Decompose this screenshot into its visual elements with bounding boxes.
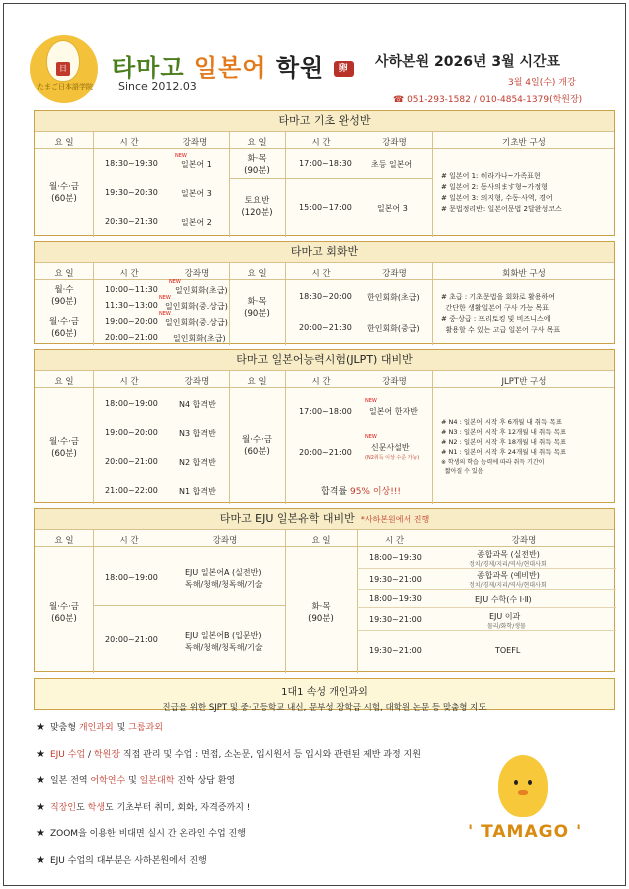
logo-badge: 日	[56, 62, 70, 76]
course-cell: 일인회화(초급)	[175, 286, 228, 295]
star-icon: ★	[36, 828, 45, 839]
col-header: 강좌명	[382, 377, 407, 387]
feature-text: 맞춤형	[49, 723, 79, 733]
course-cell: N4 합격반	[179, 400, 216, 409]
course-cell: N1 합격반	[179, 487, 216, 496]
course-cell: 한인회화(초급)	[367, 293, 420, 302]
time-cell: 10:00~11:30	[105, 285, 158, 294]
day-label: 월·수·금 (60분)	[48, 602, 80, 624]
course-sub: 독해/청해/청독해/기술	[185, 580, 263, 589]
col-header: 기초반 구성	[502, 138, 546, 148]
feature-item	[36, 853, 506, 880]
course-cell: 일본어 3	[377, 204, 408, 213]
col-header: 요 일	[247, 269, 267, 279]
course-cell: N2 합격반	[179, 458, 216, 467]
composition-line: # N4 : 일본어 시작 후 6개월 내 취득 목표	[441, 418, 562, 426]
page-title: 사하본원 2026년 3월 시간표	[375, 54, 561, 70]
time-cell: 19:00~20:00	[105, 317, 158, 326]
time-cell: 15:00~17:00	[299, 203, 352, 212]
col-header: 강좌명	[184, 377, 210, 387]
course-cell: EJU 수학(수 Ⅰ·Ⅱ)	[475, 595, 532, 604]
time-cell: 21:00~22:00	[105, 486, 158, 495]
logo-ring-text: たまご日本語学院	[37, 83, 93, 91]
day-label: 토요반 (120분)	[241, 196, 273, 218]
feature-item	[36, 747, 506, 774]
brand-name	[112, 48, 354, 83]
feature-text: 직장인	[49, 802, 77, 813]
time-cell: 18:00~19:00	[105, 399, 158, 408]
time-cell: 18:30~19:30	[105, 159, 158, 168]
col-header: 시 간	[119, 269, 139, 279]
mascot-beak-icon	[518, 790, 528, 795]
private-title: 1대1 속성 개인과외	[281, 687, 368, 698]
since-text: Since 2012.03	[118, 80, 197, 93]
course-cell: EJU 일본어A (실전반)	[185, 568, 262, 577]
col-header: 요 일	[54, 377, 74, 387]
conversation-section	[34, 241, 615, 344]
course-cell: TOEFL	[495, 646, 521, 655]
private-desc: 진급을 위한 SJPT 및 중·고등학교 내신, 문부성 장학금 시험, 대학원 논문 등 맞춤형 지도	[162, 703, 487, 713]
col-header: 요 일	[54, 138, 74, 148]
day-label: 월·수·금 (60분)	[241, 435, 273, 457]
time-cell: 20:00~21:30	[299, 323, 352, 332]
col-header: 시 간	[119, 536, 139, 546]
col-header: 요 일	[54, 269, 74, 279]
course-cell: 일인회화(초급)	[173, 334, 226, 343]
star-icon: ★	[36, 775, 45, 786]
course-cell: N3 합격반	[179, 429, 216, 438]
feature-text: 학원장	[93, 749, 121, 760]
tamago-logo-text: ' TAMAGO '	[468, 822, 583, 842]
composition-line: # N1 : 일본어 시작 후 24개월 내 취득 목표	[441, 448, 567, 456]
course-cell: EJU 일본어B (입문반)	[185, 631, 262, 640]
course-cell: 일본어 2	[181, 218, 212, 227]
day-label: 월·수·금 (60분)	[48, 182, 80, 204]
day-label: 화·목 (90분)	[244, 297, 270, 319]
course-cell: 한인회화(중급)	[367, 324, 420, 333]
col-header: 시 간	[311, 138, 331, 148]
new-badge: NEW	[169, 279, 181, 285]
course-cell: 초등 일본어	[371, 160, 413, 169]
col-header: 시 간	[311, 377, 331, 387]
col-header: 강좌명	[182, 138, 208, 148]
composition-line: ※ 학생의 학습 능력에 따라 취득 기간이	[441, 459, 545, 466]
col-header: 요 일	[311, 536, 331, 546]
basic-section	[34, 110, 615, 236]
feature-text: 도 기초부터 취미, 회화, 자격증까지 !	[105, 802, 251, 813]
mascot-eye-icon	[528, 780, 532, 785]
col-header: 요 일	[54, 536, 74, 546]
feature-text: 및	[113, 723, 129, 733]
feature-text: 직접 관리 및 수업 : 면접, 소논문, 입시원서 등 입시와 관련된 제반 과정 지원	[120, 749, 421, 760]
time-cell: 18:00~19:30	[369, 553, 422, 562]
col-header: 시 간	[119, 138, 139, 148]
course-cell: 종합과목 (예비반)	[477, 571, 540, 580]
course-cell: 종합과목 (실전반)	[477, 550, 540, 559]
col-header: 시 간	[384, 536, 405, 546]
mascot-eye-icon	[514, 780, 518, 785]
feature-text: 일본 전역	[49, 776, 91, 786]
brand-part2: 일본어	[193, 54, 267, 82]
brand-seal: 卵	[334, 61, 354, 77]
feature-text: 진학 상담 환영	[174, 776, 236, 786]
time-cell: 18:00~19:30	[369, 594, 422, 603]
brand-part1: 타마고	[112, 54, 185, 82]
feature-text: 일본대학	[139, 776, 175, 786]
basic-title: 타마고 기초 완성반	[35, 111, 614, 131]
feature-text: EJU 수업	[49, 749, 86, 760]
time-cell: 11:30~13:00	[105, 301, 158, 310]
time-cell: 18:00~19:00	[105, 573, 158, 582]
feature-text: 및	[125, 776, 140, 786]
time-cell: 19:30~21:00	[369, 646, 422, 655]
course-cell: 일본어 3	[181, 189, 212, 198]
private-lesson-box	[34, 678, 615, 713]
day-label: 월·수 (90분)	[51, 285, 77, 307]
composition-line: # 일본어 2: 동사의ます형~가정형	[441, 183, 548, 191]
feature-text: 개인과외	[78, 723, 114, 733]
feature-item	[36, 800, 506, 827]
time-cell: 20:00~21:00	[299, 448, 352, 457]
time-cell: 20:00~21:00	[105, 457, 158, 466]
time-cell: 17:00~18:00	[299, 407, 352, 416]
course-cell: 신문사설반	[371, 443, 410, 452]
course-sub: 정치/경제/지리/역사/현대사회	[469, 561, 547, 568]
composition-line: # 초급 : 기초문법을 회화로 활용하여	[441, 293, 556, 301]
col-header: 강좌명	[382, 269, 407, 279]
col-header: 강좌명	[511, 536, 537, 546]
time-cell: 19:00~20:00	[105, 428, 158, 437]
new-badge: NEW	[365, 398, 377, 404]
course-cell: 일본어 1	[181, 160, 212, 169]
feature-item	[36, 720, 506, 747]
course-cell: 일본어 한자반	[369, 407, 418, 416]
course-cell: 일인회화(중.상급)	[165, 302, 228, 311]
time-cell: 19:30~21:00	[369, 615, 422, 624]
open-date: 3월 4일(수) 개강	[508, 78, 576, 88]
feature-item	[36, 826, 506, 853]
course-cell: 일인회화(중.상급)	[165, 318, 228, 327]
composition-line: # 일본어 1: 히라가나~가족표현	[441, 172, 541, 180]
feature-text: /	[85, 749, 94, 760]
conversation-title: 타마고 회화반	[35, 242, 614, 262]
day-label: 월·수·금 (60분)	[48, 317, 80, 339]
time-cell: 20:00~21:00	[105, 635, 158, 644]
time-cell: 18:30~20:00	[299, 292, 352, 301]
eju-note: *사하본원에서 진행	[360, 515, 430, 524]
col-header: 시 간	[311, 269, 331, 279]
jlpt-title: 타마고 일본어능력시험(JLPT) 대비반	[35, 350, 614, 370]
course-cell: EJU 이과	[489, 612, 521, 621]
col-header: 강좌명	[184, 269, 210, 279]
col-header: 강좌명	[212, 536, 238, 546]
composition-line: # N2 : 일본어 시작 후 18개월 내 취득 목표	[441, 438, 567, 446]
course-sub: 정치/경제/지리/역사/현대사회	[469, 582, 547, 589]
star-icon: ★	[36, 854, 45, 866]
feature-text: 도	[76, 802, 88, 813]
composition-line: 활용할 수 있는 고급 일본어 구사 목표	[441, 326, 561, 334]
day-label: 화·목 (90분)	[308, 602, 334, 624]
col-header: 요 일	[247, 138, 267, 148]
feature-item	[36, 773, 506, 800]
col-header: 요 일	[247, 377, 267, 387]
col-header: 회화반 구성	[502, 269, 546, 279]
star-icon: ★	[36, 722, 45, 733]
col-header: 강좌명	[382, 138, 407, 148]
new-badge: NEW	[159, 311, 171, 317]
time-cell: 19:30~20:30	[105, 188, 158, 197]
feature-text: 그룹과외	[128, 723, 163, 733]
new-badge: NEW	[365, 434, 377, 440]
day-label: 화·목 (90분)	[244, 154, 270, 176]
eju-section	[34, 508, 615, 672]
composition-line: 간단한 생활일본어 구사 가능 목표	[441, 304, 550, 312]
composition-line: # 일본어 3: 의지형, 수동·사역, 경어	[441, 194, 553, 202]
time-cell: 17:00~18:30	[299, 159, 352, 168]
composition-line: 짧아질 수 있음	[441, 468, 484, 475]
new-badge: NEW	[175, 153, 187, 159]
feature-text: 학생	[87, 802, 106, 813]
star-icon: ★	[36, 748, 45, 760]
chick-mascot-icon	[498, 755, 548, 817]
phone-numbers: ☎ 051-293-1582 / 010-4854-1379(학원장)	[393, 95, 583, 105]
day-label: 월·수·금 (60분)	[48, 437, 80, 459]
composition-line: # 문법정리반: 일본어문법 2달완성코스	[441, 205, 562, 213]
feature-text: 어학연수	[90, 776, 126, 786]
time-cell: 20:00~21:00	[105, 333, 158, 342]
feature-list	[36, 720, 506, 879]
course-sub: 독해/청해/청독해/기술	[185, 643, 263, 652]
course-sub: 물리/화학/생물	[487, 623, 526, 630]
col-header: 시 간	[119, 377, 139, 387]
time-cell: 20:30~21:30	[105, 217, 158, 226]
star-icon: ★	[36, 801, 45, 813]
time-cell: 19:30~21:00	[369, 575, 422, 584]
brand-part3: 학원	[275, 54, 325, 82]
col-header: JLPT반 구성	[501, 377, 547, 387]
eju-title: 타마고 EJU 일본유학 대비반 *사하본원에서 진행	[35, 509, 614, 529]
course-sub: (N2취득 이상 수준 가능)	[365, 455, 420, 461]
composition-line: # N3 : 일본어 시작 후 12개월 내 취득 목표	[441, 428, 567, 436]
feature-text: EJU 수업의 대부분은 사하본원에서 진행	[49, 855, 207, 866]
new-badge: NEW	[159, 295, 171, 301]
pass-rate: 합격률 95% 이상!!!	[321, 487, 402, 497]
jlpt-section	[34, 349, 615, 503]
composition-line: # 중·상급 : 프리토킹 및 비즈니스에	[441, 315, 551, 323]
feature-text: ZOOM을 이용한 비대면 실시 간 온라인 수업 진행	[49, 829, 246, 839]
